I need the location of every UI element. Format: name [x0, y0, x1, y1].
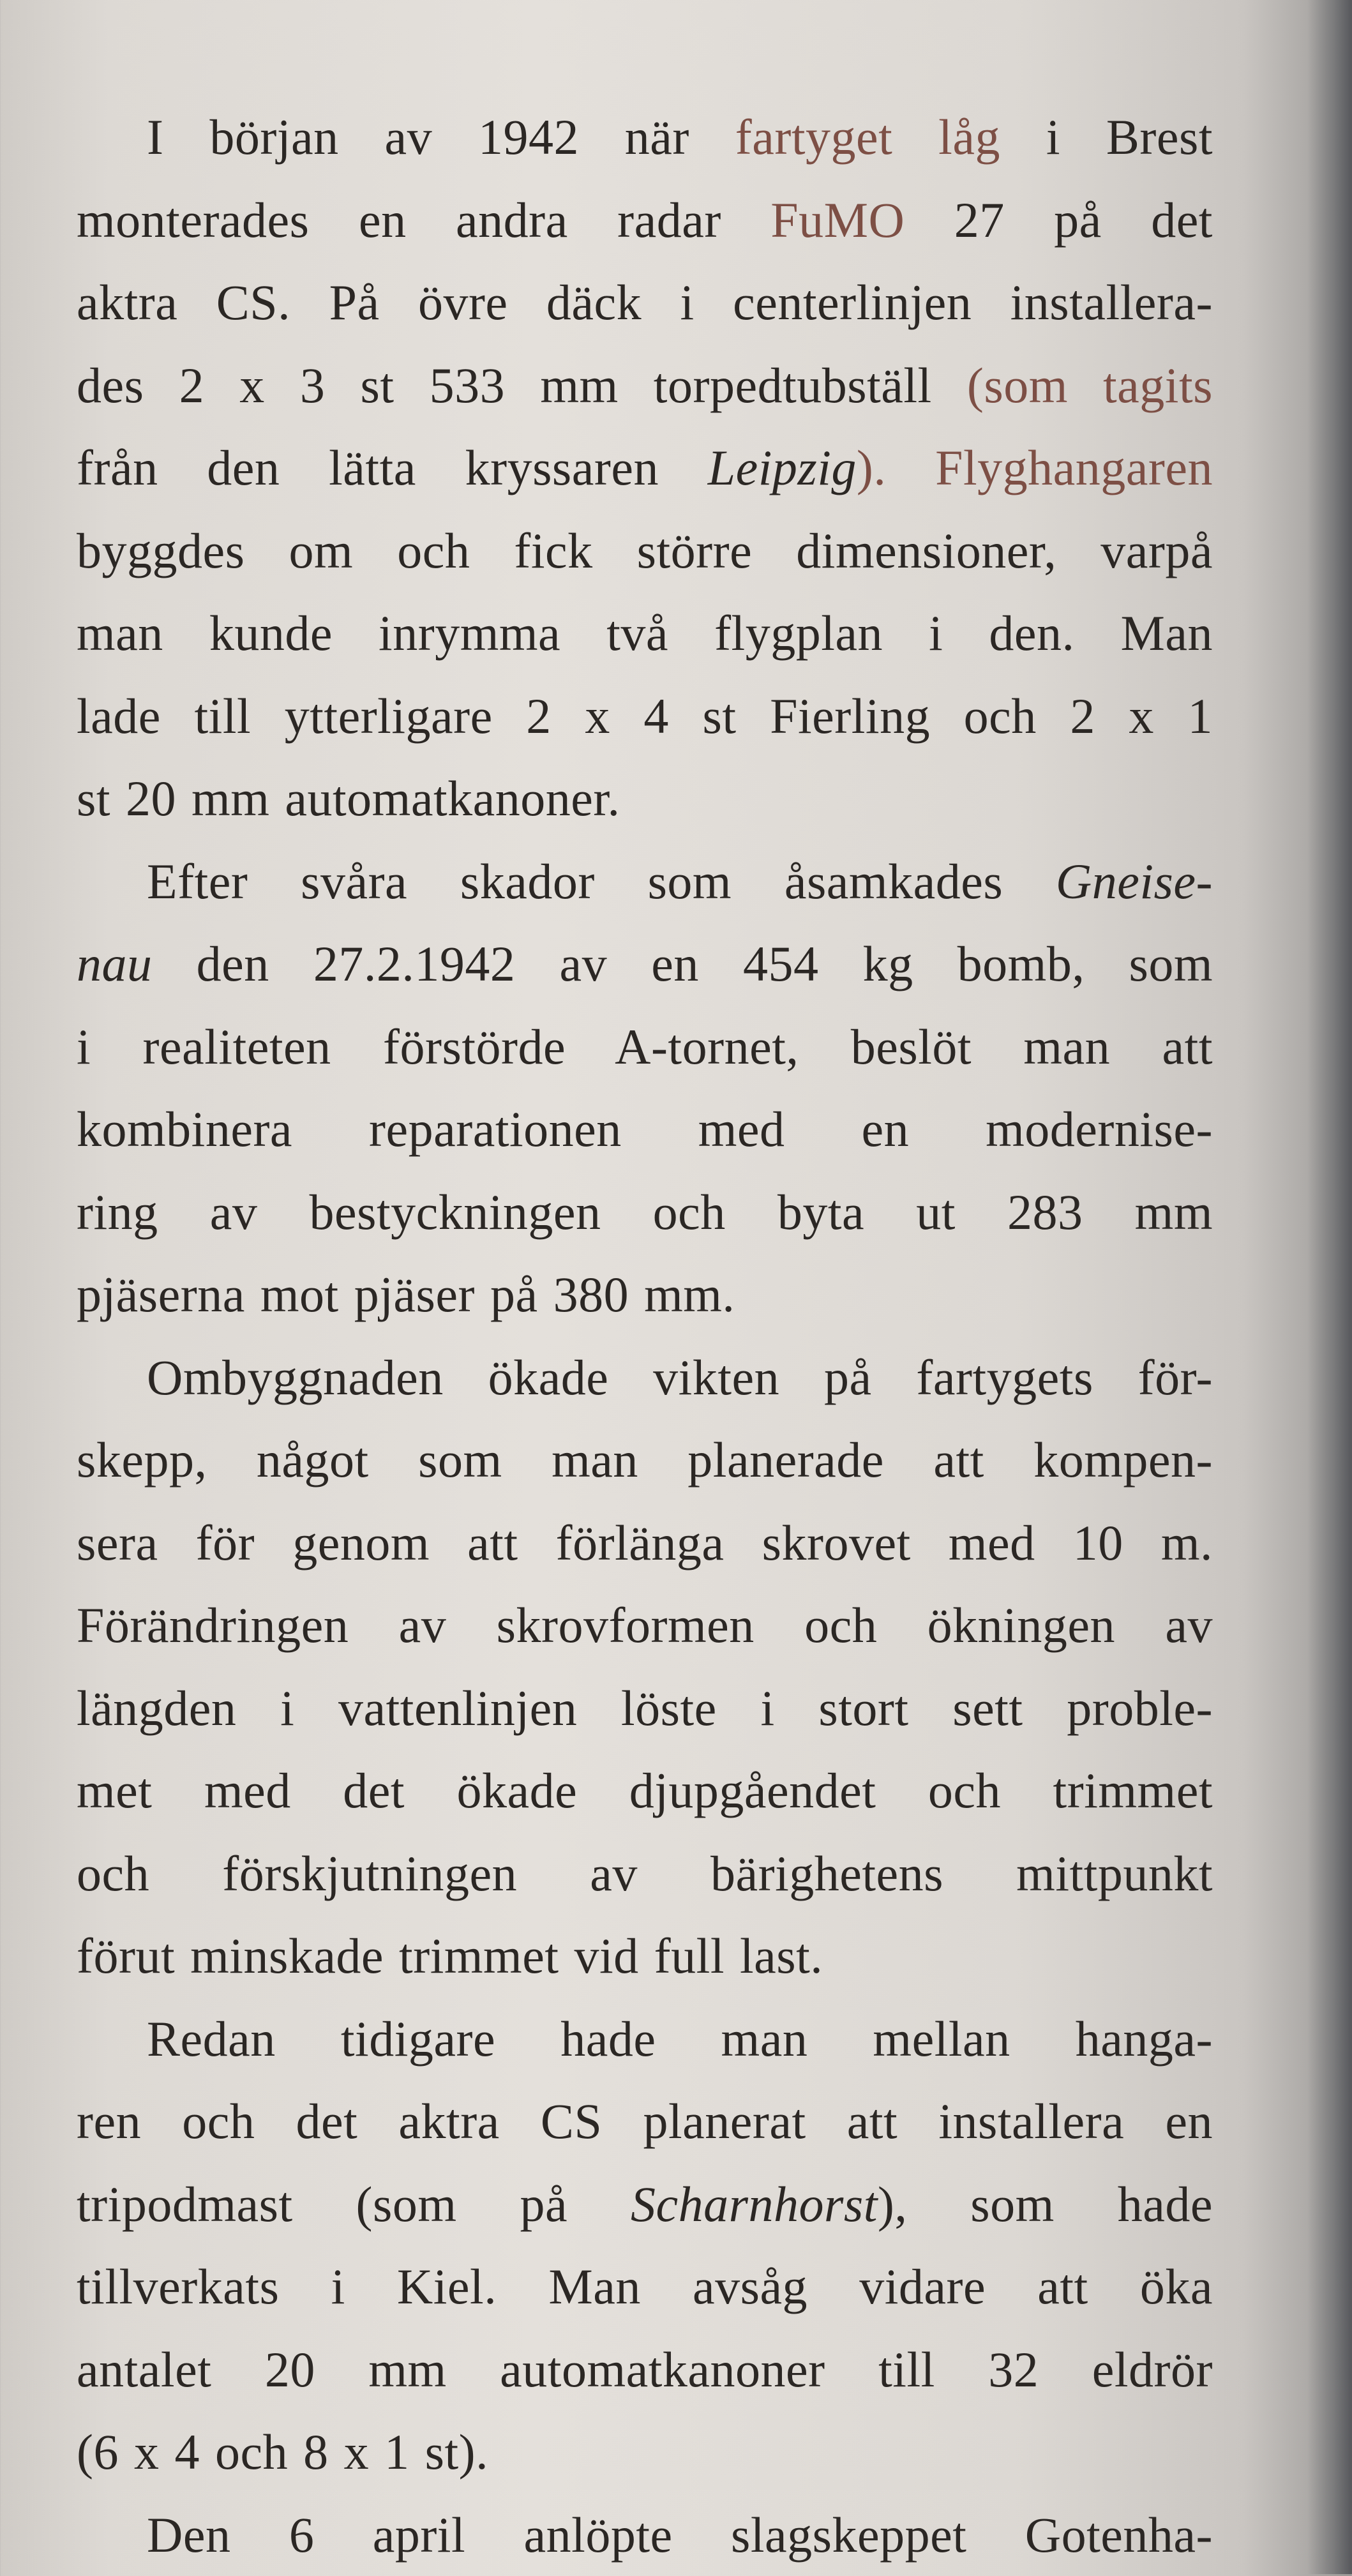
- text-line: st 20 mm automatkanoner.: [77, 757, 1213, 840]
- text-line: pjäserna mot pjäser på 380 mm.: [77, 1253, 1213, 1336]
- text-line: byggdes om och fick större dimensioner, varpå: [77, 509, 1213, 592]
- paragraph-1: [77, 96, 1213, 840]
- text-line: sera för genom att förlänga skrovet med 10 m.: [77, 1502, 1213, 1585]
- text-line: Efter svåra skador som åsamkades Gneise-: [77, 840, 1213, 923]
- text-line: aktra CS. På övre däck i centerlinjen installera-: [77, 261, 1213, 344]
- text-line: (6 x 4 och 8 x 1 st).: [77, 2411, 1213, 2494]
- text-line: Ombyggnaden ökade vikten på fartygets för-: [77, 1336, 1213, 1419]
- text-line: skepp, något som man planerade att kompen-: [77, 1419, 1213, 1502]
- text-line: Förändringen av skrovformen och ökningen av: [77, 1584, 1213, 1667]
- text-line: met med det ökade djupgåendet och trimmet: [77, 1749, 1213, 1832]
- text-line: Redan tidigare hade man mellan hanga-: [77, 1998, 1213, 2081]
- text-line: längden i vattenlinjen löste i stort sett proble-: [77, 1667, 1213, 1750]
- paragraph-5: [77, 2494, 1213, 2576]
- paragraph-2: [77, 840, 1213, 1336]
- paragraph-3: [77, 1336, 1213, 1998]
- text-line: antalet 20 mm automatkanoner till 32 eldrör: [77, 2328, 1213, 2411]
- text-line: förut minskade trimmet vid full last.: [77, 1915, 1213, 1998]
- text-line: man kunde inrymma två flygplan i den. Man: [77, 592, 1213, 675]
- text-line: i realiteten förstörde A-tornet, beslöt man att: [77, 1006, 1213, 1088]
- text-line: tripodmast (som på Scharnhorst), som hade: [77, 2163, 1213, 2246]
- text-line: från den lätta kryssaren Leipzig). Flyghangaren: [77, 426, 1213, 509]
- text-line: ring av bestyckningen och byta ut 283 mm: [77, 1171, 1213, 1254]
- text-line: monterades en andra radar FuMO 27 på det: [77, 179, 1213, 262]
- book-page-text: [77, 96, 1213, 2576]
- text-line: des 2 x 3 st 533 mm torpedtubställ (som tagits: [77, 344, 1213, 427]
- text-line: tillverkats i Kiel. Man avsåg vidare att öka: [77, 2245, 1213, 2328]
- text-line: I början av 1942 när fartyget låg i Brest: [77, 96, 1213, 179]
- text-line: ren och det aktra CS planerat att installera en: [77, 2080, 1213, 2163]
- text-line: och förskjutningen av bärighetens mittpunkt: [77, 1832, 1213, 1915]
- text-line: Den 6 april anlöpte slagskeppet Gotenha-: [77, 2494, 1213, 2576]
- text-line: kombinera reparationen med en modernise-: [77, 1088, 1213, 1171]
- text-line: nau den 27.2.1942 av en 454 kg bomb, som: [77, 923, 1213, 1006]
- paragraph-4: [77, 1998, 1213, 2494]
- page-edge-shadow: [1307, 0, 1352, 2574]
- text-line: lade till ytterligare 2 x 4 st Fierling och 2 x 1: [77, 675, 1213, 758]
